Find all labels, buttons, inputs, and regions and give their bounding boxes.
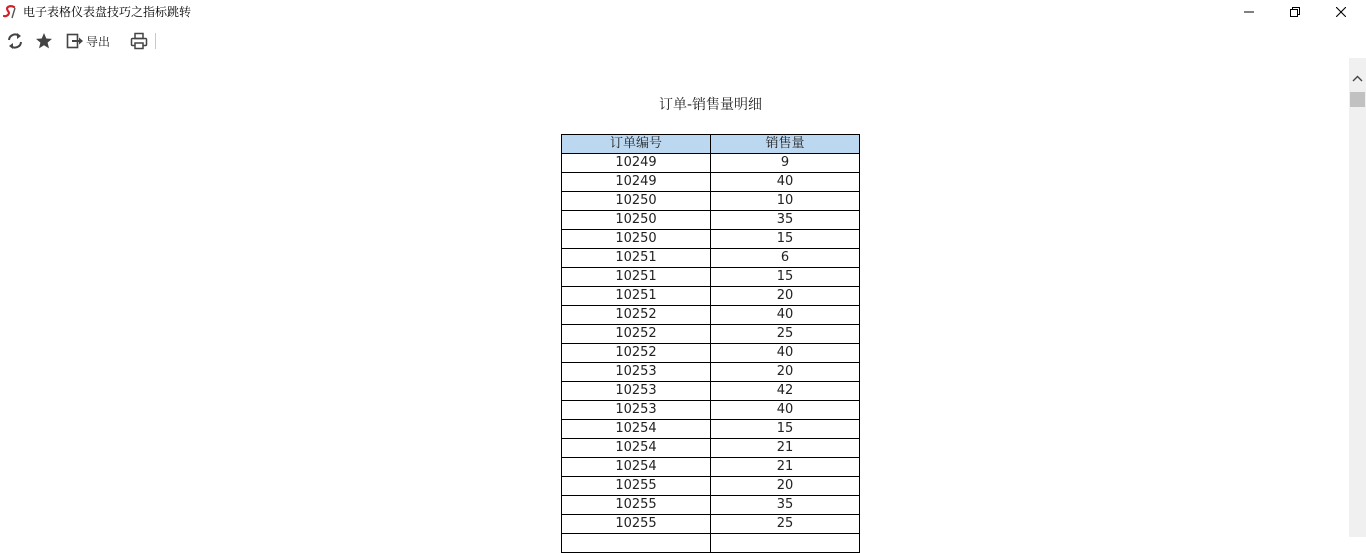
order-id-cell: 10251	[562, 249, 711, 268]
window-title: 电子表格仪表盘技巧之指标跳转	[23, 5, 192, 19]
table-row	[562, 154, 860, 173]
report-title: 订单-销售量明细	[658, 97, 763, 113]
sales-qty-cell: 15	[711, 230, 860, 249]
order-id-cell: 10253	[562, 363, 711, 382]
sales-qty-cell: 40	[711, 344, 860, 363]
table-row	[562, 192, 860, 211]
order-id-cell: 10249	[562, 173, 711, 192]
order-id-cell: 10252	[562, 325, 711, 344]
title-bar	[0, 0, 1366, 24]
chevron-up-icon	[1352, 75, 1363, 82]
star-icon	[35, 32, 53, 50]
vertical-scrollbar[interactable]	[1349, 58, 1366, 537]
export-label: 导出	[86, 34, 111, 49]
sales-qty-cell: 20	[711, 477, 860, 496]
sales-qty-cell: 9	[711, 154, 860, 173]
table-row	[562, 458, 860, 477]
sales-qty-cell: 35	[711, 496, 860, 515]
table-row	[562, 496, 860, 515]
order-id-cell: 10251	[562, 268, 711, 287]
sales-qty-cell: 15	[711, 268, 860, 287]
toolbar	[0, 28, 1366, 54]
column-header-sales-qty: 销售量	[711, 135, 860, 154]
table-row	[562, 344, 860, 363]
table-row	[562, 439, 860, 458]
table-row	[562, 287, 860, 306]
table-row	[562, 306, 860, 325]
table-row	[562, 230, 860, 249]
export-icon	[66, 32, 84, 50]
order-id-cell: 10252	[562, 306, 711, 325]
table-row	[562, 363, 860, 382]
table-row	[562, 268, 860, 287]
order-id-cell: 10252	[562, 344, 711, 363]
order-id-cell: 10250	[562, 192, 711, 211]
order-id-cell: 10255	[562, 515, 711, 534]
toolbar-separator	[155, 33, 156, 49]
sales-qty-cell	[711, 534, 860, 553]
table-row	[562, 382, 860, 401]
favorite-button[interactable]	[35, 30, 53, 52]
table-row	[562, 173, 860, 192]
sales-qty-cell: 10	[711, 192, 860, 211]
close-button[interactable]	[1318, 0, 1364, 24]
print-icon	[130, 32, 148, 50]
order-id-cell: 10253	[562, 382, 711, 401]
restore-button[interactable]	[1272, 0, 1318, 24]
scroll-thumb[interactable]	[1350, 92, 1365, 107]
order-id-cell: 10249	[562, 154, 711, 173]
table-row	[562, 477, 860, 496]
refresh-icon	[6, 32, 24, 50]
table-row	[562, 515, 860, 534]
sales-qty-cell: 25	[711, 325, 860, 344]
sales-qty-cell: 20	[711, 287, 860, 306]
order-id-cell: 10253	[562, 401, 711, 420]
report-table	[561, 134, 860, 553]
table-row	[562, 534, 860, 553]
minimize-icon	[1244, 7, 1254, 17]
sales-qty-cell: 15	[711, 420, 860, 439]
order-id-cell: 10255	[562, 496, 711, 515]
sales-qty-cell: 6	[711, 249, 860, 268]
table-row	[562, 211, 860, 230]
sales-qty-cell: 40	[711, 306, 860, 325]
print-button[interactable]	[130, 30, 148, 52]
sales-qty-cell: 35	[711, 211, 860, 230]
sales-qty-cell: 40	[711, 401, 860, 420]
sales-qty-cell: 42	[711, 382, 860, 401]
sales-qty-cell: 20	[711, 363, 860, 382]
column-header-order-id: 订单编号	[562, 135, 711, 154]
app-logo-icon	[3, 4, 19, 20]
minimize-button[interactable]	[1226, 0, 1272, 24]
table-row	[562, 325, 860, 344]
sales-qty-cell: 40	[711, 173, 860, 192]
order-id-cell: 10250	[562, 211, 711, 230]
scroll-up-button[interactable]	[1349, 70, 1366, 87]
close-icon	[1336, 7, 1346, 17]
sales-qty-cell: 21	[711, 439, 860, 458]
order-id-cell: 10254	[562, 458, 711, 477]
order-id-cell: 10254	[562, 439, 711, 458]
order-id-cell: 10254	[562, 420, 711, 439]
sales-qty-cell: 21	[711, 458, 860, 477]
order-id-cell: 10255	[562, 477, 711, 496]
refresh-button[interactable]	[6, 30, 24, 52]
sales-qty-cell: 25	[711, 515, 860, 534]
export-button[interactable]	[66, 30, 110, 52]
order-id-cell	[562, 534, 711, 553]
table-row	[562, 420, 860, 439]
table-header-row	[562, 135, 860, 154]
order-id-cell: 10250	[562, 230, 711, 249]
table-row	[562, 249, 860, 268]
restore-icon	[1290, 7, 1300, 17]
order-id-cell: 10251	[562, 287, 711, 306]
table-row	[562, 401, 860, 420]
